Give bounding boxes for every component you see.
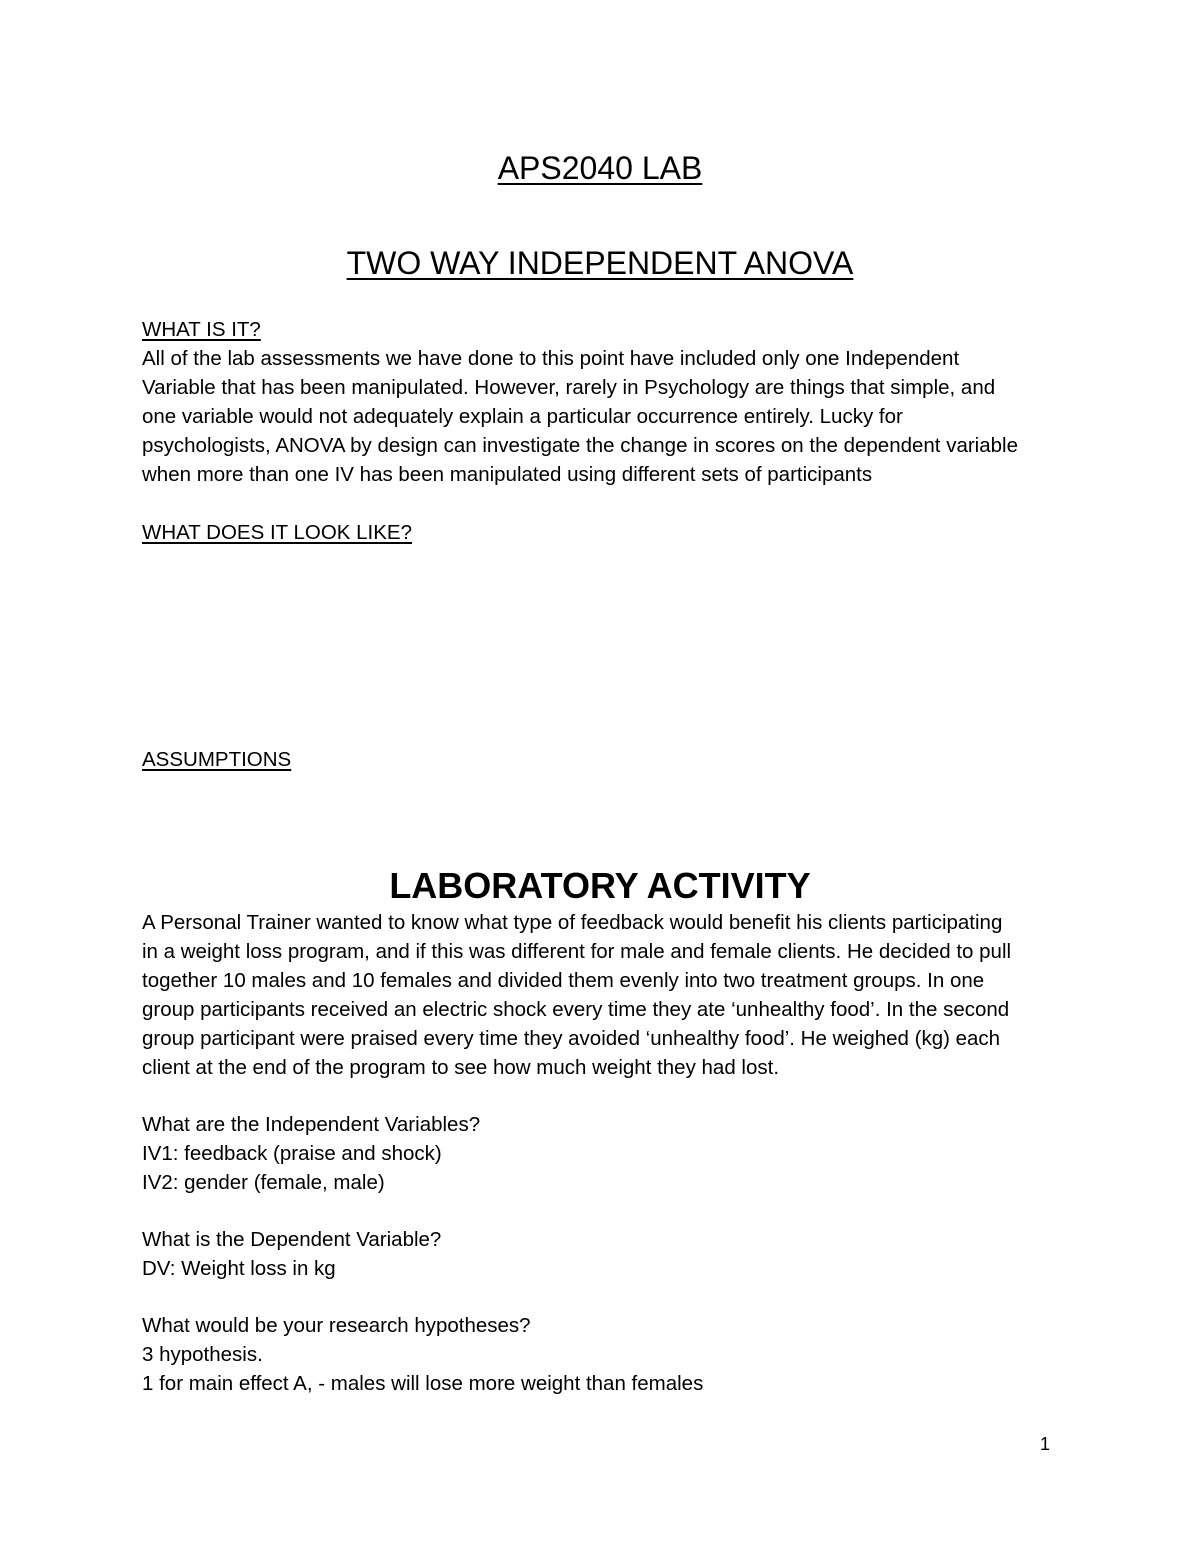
paragraph-line: one variable would not adequately explain a particular occurrence entirely. Lucky for: [142, 405, 903, 428]
scenario-paragraph: [142, 908, 1077, 1082]
iv2-answer: IV2: gender (female, male): [142, 1171, 385, 1194]
dv-answer: DV: Weight loss in kg: [142, 1257, 336, 1280]
paragraph-line: group participants received an electric shock every time they ate ‘unhealthy food’. In the second: [142, 998, 1010, 1021]
what-is-it-heading: WHAT IS IT?: [142, 318, 261, 341]
paragraph-line: A Personal Trainer wanted to know what type of feedback would benefit his clients participating: [142, 911, 1003, 934]
paragraph-line: Variable that has been manipulated. However, rarely in Psychology are things that simple, and: [142, 376, 996, 399]
laboratory-activity-heading: LABORATORY ACTIVITY: [389, 865, 811, 906]
paragraph-line: together 10 males and 10 females and divided them evenly into two treatment groups. In one: [142, 969, 985, 992]
hypotheses-count: 3 hypothesis.: [142, 1343, 263, 1366]
paragraph-line: group participant were praised every time they avoided ‘unhealthy food’. He weighed (kg) each: [142, 1027, 1001, 1050]
iv1-answer: IV1: feedback (praise and shock): [142, 1142, 442, 1165]
assumptions-heading: ASSUMPTIONS: [142, 748, 292, 771]
paragraph-line: in a weight loss program, and if this was different for male and female clients. He decided to pull: [142, 940, 1012, 963]
hypotheses-block: [142, 1311, 1077, 1398]
what-is-it-paragraph: [142, 344, 1077, 489]
dv-question: What is the Dependent Variable?: [142, 1228, 442, 1251]
iv-question: What are the Independent Variables?: [142, 1113, 481, 1136]
paragraph-line: All of the lab assessments we have done to this point have included only one Independent: [142, 347, 960, 370]
document-title: APS2040 LAB: [497, 150, 703, 186]
what-does-it-look-like-heading: WHAT DOES IT LOOK LIKE?: [142, 521, 412, 544]
hypotheses-question: What would be your research hypotheses?: [142, 1314, 531, 1337]
paragraph-line: client at the end of the program to see how much weight they had lost.: [142, 1056, 780, 1079]
hypothesis-1: 1 for main effect A, - males will lose more weight than females: [142, 1372, 704, 1395]
paragraph-line: when more than one IV has been manipulated using different sets of participants: [142, 463, 873, 486]
document-subtitle: TWO WAY INDEPENDENT ANOVA: [346, 245, 854, 281]
page-number: 1: [1040, 1434, 1051, 1454]
paragraph-line: psychologists, ANOVA by design can investigate the change in scores on the dependent variable: [142, 434, 1018, 457]
dependent-variable-block: [142, 1225, 1077, 1283]
independent-variables-block: [142, 1110, 1077, 1197]
